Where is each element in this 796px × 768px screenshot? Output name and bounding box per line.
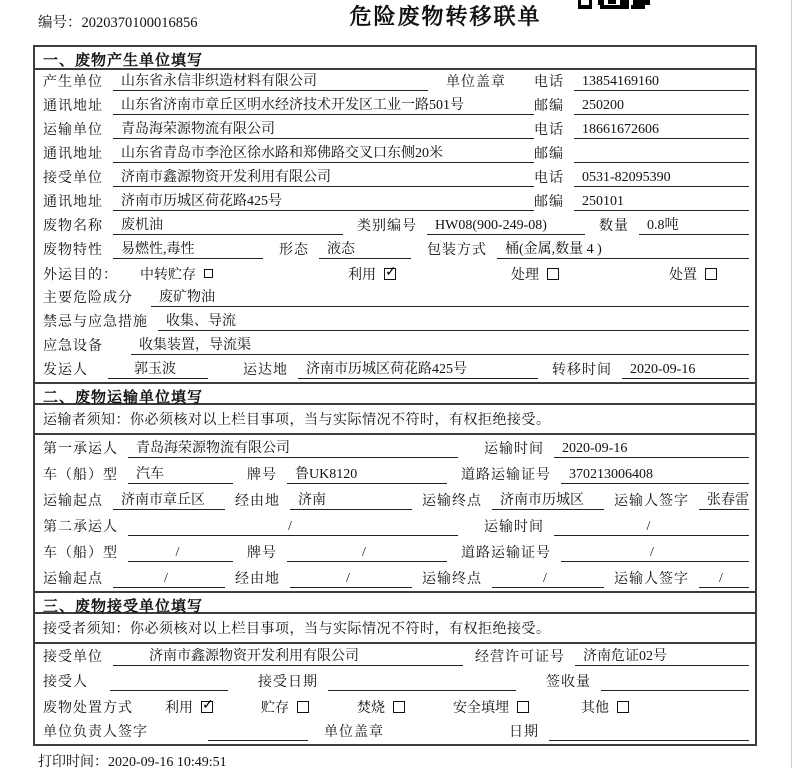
transport-time-label: 运输时间 [484, 442, 544, 457]
road-license-label: 道路运输证号 [461, 468, 551, 483]
route1-row [35, 487, 755, 513]
via-value: / [290, 571, 412, 588]
received-amount-label: 签收量 [546, 675, 591, 690]
address-label: 通讯地址 [43, 147, 103, 162]
transporter-address-row [35, 142, 755, 166]
disposal-option [581, 697, 629, 717]
endpoint-value: / [492, 571, 604, 588]
recipient-label: 接受人 [43, 675, 88, 690]
receiver-notice: 接受者须知：你必须核对以上栏目事项，当与实际情况不符时，有权拒绝接受。 [35, 614, 755, 644]
date-value [549, 724, 749, 741]
qr-code-fragment [578, 0, 650, 9]
phone-value: 18661672606 [574, 122, 749, 139]
origin-value: / [113, 571, 225, 588]
transport-time-label: 运输时间 [484, 520, 544, 535]
quantity-value: 0.8吨 [639, 214, 749, 235]
receiver-value: 济南市鑫源物资开发利用有限公司 [113, 166, 534, 187]
waste-name-row [35, 214, 755, 238]
received-amount-value [601, 674, 749, 691]
phone-value: 13854169160 [574, 74, 749, 91]
transporter-row [35, 118, 755, 142]
zip-value: 250200 [574, 98, 749, 115]
hazard-value: 废矿物油 [151, 286, 749, 307]
packing-value: 桶(金属,数量 4 ) [497, 238, 749, 259]
shipper-value: 郭玉波 [108, 358, 208, 379]
zip-label: 邮编 [534, 147, 564, 162]
endpoint-label: 运输终点 [422, 572, 482, 587]
category-value: HW08(900-249-08) [427, 218, 585, 235]
vehicle-type-label: 车（船）型 [43, 468, 118, 483]
purpose-option [140, 264, 213, 284]
transporter-notice: 运输者须知：你必须核对以上栏目事项，当与实际情况不符时，有权拒绝接受。 [35, 405, 755, 435]
endpoint-value: 济南市历城区 [492, 489, 604, 510]
vehicle2-row [35, 539, 755, 565]
accept-date-label: 接受日期 [258, 675, 318, 690]
phone-value: 0531-82095390 [574, 170, 749, 187]
purpose-option [669, 264, 717, 284]
zip-label: 邮编 [534, 99, 564, 114]
origin-value: 济南市章丘区 [113, 489, 225, 510]
checkbox-icon [705, 268, 717, 280]
traits-value: 易燃性,毒性 [113, 238, 263, 259]
document-title: 危险废物转移联单 [349, 4, 542, 29]
carrier-sign-label: 运输人签字 [614, 494, 689, 509]
transporter-label: 运输单位 [43, 123, 103, 138]
plate-label: 牌号 [247, 546, 277, 561]
via-label: 经由地 [235, 572, 280, 587]
scan-edge-line [791, 0, 792, 768]
recipient-value [110, 674, 228, 691]
producer-address-row [35, 94, 755, 118]
destination-value: 济南市历城区荷花路425号 [298, 358, 538, 379]
disposal-option [453, 697, 529, 717]
zip-value [574, 146, 749, 163]
disposal-option-label: 其他 [581, 700, 609, 716]
origin-label: 运输起点 [43, 572, 103, 587]
carrier2-value: / [128, 519, 458, 536]
equipment-label: 应急设备 [43, 339, 103, 354]
purpose-option [511, 264, 559, 284]
purpose-option-label: 处理 [511, 268, 539, 283]
taboo-value: 收集、导流 [158, 310, 749, 331]
category-label: 类别编号 [357, 219, 417, 234]
transfer-date-label: 转移时间 [552, 363, 612, 378]
checkbox-icon [517, 701, 529, 713]
shipper-label: 发运人 [43, 363, 88, 378]
section3-header: 三、废物接受单位填写 [35, 591, 755, 614]
purpose-option [348, 264, 396, 284]
plate-label: 牌号 [247, 468, 277, 483]
purpose-option-label: 处置 [669, 268, 697, 283]
print-time-label: 打印时间： [38, 755, 108, 768]
destination-label: 运达地 [243, 363, 288, 378]
quantity-label: 数量 [599, 219, 629, 234]
zip-value: 250101 [574, 194, 749, 211]
serial-label: 编号： [38, 15, 82, 31]
purpose-option-label: 利用 [348, 268, 376, 283]
carrier1-label: 第一承运人 [43, 442, 118, 457]
hazard-label: 主要危险成分 [43, 291, 133, 306]
equipment-value: 收集装置，导流渠 [131, 334, 749, 355]
phone-label: 电话 [534, 123, 564, 138]
accept-date-value [328, 674, 516, 691]
carrier2-label: 第二承运人 [43, 520, 118, 535]
equipment-row [35, 334, 755, 358]
section2-header: 二、废物运输单位填写 [35, 382, 755, 405]
via-value: 济南 [290, 489, 412, 510]
carrier-sign-value: / [699, 571, 749, 588]
waste-name-label: 废物名称 [43, 219, 103, 234]
address-value: 山东省青岛市李沧区徐水路和郑佛路交叉口东侧20米 [113, 142, 534, 163]
origin-label: 运输起点 [43, 494, 103, 509]
endpoint-label: 运输终点 [422, 494, 482, 509]
disposal-option [357, 697, 405, 717]
address-value: 济南市历城区荷花路425号 [113, 190, 534, 211]
road-license-value: 370213006408 [561, 467, 749, 484]
disposal-row [35, 694, 755, 719]
carrier1-row [35, 435, 755, 461]
shipper-row [35, 358, 755, 382]
responsible-sign-value [208, 724, 308, 741]
carrier-sign-label: 运输人签字 [614, 572, 689, 587]
via-label: 经由地 [235, 494, 280, 509]
disposal-option-label: 贮存 [261, 700, 289, 716]
manifest-form [33, 45, 757, 746]
checkbox-icon [384, 268, 396, 280]
transporter-value: 青岛海荣源物流有限公司 [113, 118, 534, 139]
checkbox-icon [547, 268, 559, 280]
traits-label: 废物特性 [43, 243, 103, 258]
date-label: 日期 [509, 725, 539, 740]
checkbox-icon [297, 701, 309, 713]
purpose-row [35, 262, 755, 286]
waste-name-value: 废机油 [113, 214, 343, 235]
phone-label: 电话 [534, 75, 564, 90]
disposal-option [261, 697, 309, 717]
purpose-option-label: 中转贮存 [140, 268, 196, 283]
permit-value: 济南危证02号 [575, 645, 749, 666]
transfer-date-value: 2020-09-16 [622, 362, 749, 379]
checkbox-icon [393, 701, 405, 713]
vehicle-type-label: 车（船）型 [43, 546, 118, 561]
checkbox-icon [617, 701, 629, 713]
carrier2-row [35, 513, 755, 539]
accept-unit-row [35, 644, 755, 669]
section1-header: 一、废物产生单位填写 [35, 47, 755, 70]
address-value: 山东省济南市章丘区明水经济技术开发区工业一路501号 [113, 94, 534, 115]
road-license-label: 道路运输证号 [461, 546, 551, 561]
packing-label: 包装方式 [427, 243, 487, 258]
responsible-sign-row [35, 719, 755, 744]
plate-value: / [287, 545, 447, 562]
plate-value: 鲁UK8120 [287, 463, 447, 484]
address-label: 通讯地址 [43, 195, 103, 210]
disposal-option-label: 焚烧 [357, 700, 385, 716]
route2-row [35, 565, 755, 591]
taboo-row [35, 310, 755, 334]
disposal-option-label: 利用 [165, 700, 193, 716]
accept-unit-label: 接受单位 [43, 650, 103, 665]
print-time [38, 751, 227, 768]
carrier-sign-value: 张春雷 [699, 489, 749, 510]
accept-unit-value: 济南市鑫源物资开发利用有限公司 [113, 645, 463, 666]
producer-label: 产生单位 [43, 75, 103, 90]
purpose-label: 外运目的： [43, 268, 118, 283]
zip-label: 邮编 [534, 195, 564, 210]
disposal-option-label: 安全填埋 [453, 700, 509, 716]
hazard-row [35, 286, 755, 310]
form-label: 形态 [279, 243, 309, 258]
receiver-label: 接受单位 [43, 171, 103, 186]
unit-seal-label: 单位盖章 [446, 75, 506, 90]
vehicle1-row [35, 461, 755, 487]
receiver-row [35, 166, 755, 190]
waste-traits-row [35, 238, 755, 262]
disposal-option [165, 697, 213, 717]
checkbox-icon [201, 701, 213, 713]
producer-row [35, 70, 755, 94]
disposal-label: 废物处置方式 [43, 700, 133, 716]
carrier1-value: 青岛海荣源物流有限公司 [128, 437, 458, 458]
print-time-value: 2020-09-16 10:49:51 [108, 755, 227, 768]
address-label: 通讯地址 [43, 99, 103, 114]
unit-seal-label: 单位盖章 [324, 725, 384, 740]
recipient-row [35, 669, 755, 694]
vehicle-type-value: 汽车 [128, 463, 233, 484]
form-value: 液态 [319, 238, 411, 259]
checkbox-icon [204, 269, 213, 278]
phone-label: 电话 [534, 171, 564, 186]
taboo-label: 禁忌与应急措施 [43, 315, 148, 330]
producer-value: 山东省永信非织造材料有限公司 [113, 70, 428, 91]
serial-value: 2020370100016856 [81, 15, 198, 31]
transport-time-value: / [554, 519, 749, 536]
permit-label: 经营许可证号 [475, 650, 565, 665]
road-license-value: / [561, 545, 749, 562]
vehicle-type-value: / [128, 545, 233, 562]
receiver-address-row [35, 190, 755, 214]
responsible-sign-label: 单位负责人签字 [43, 725, 148, 740]
transport-time-value: 2020-09-16 [554, 441, 749, 458]
